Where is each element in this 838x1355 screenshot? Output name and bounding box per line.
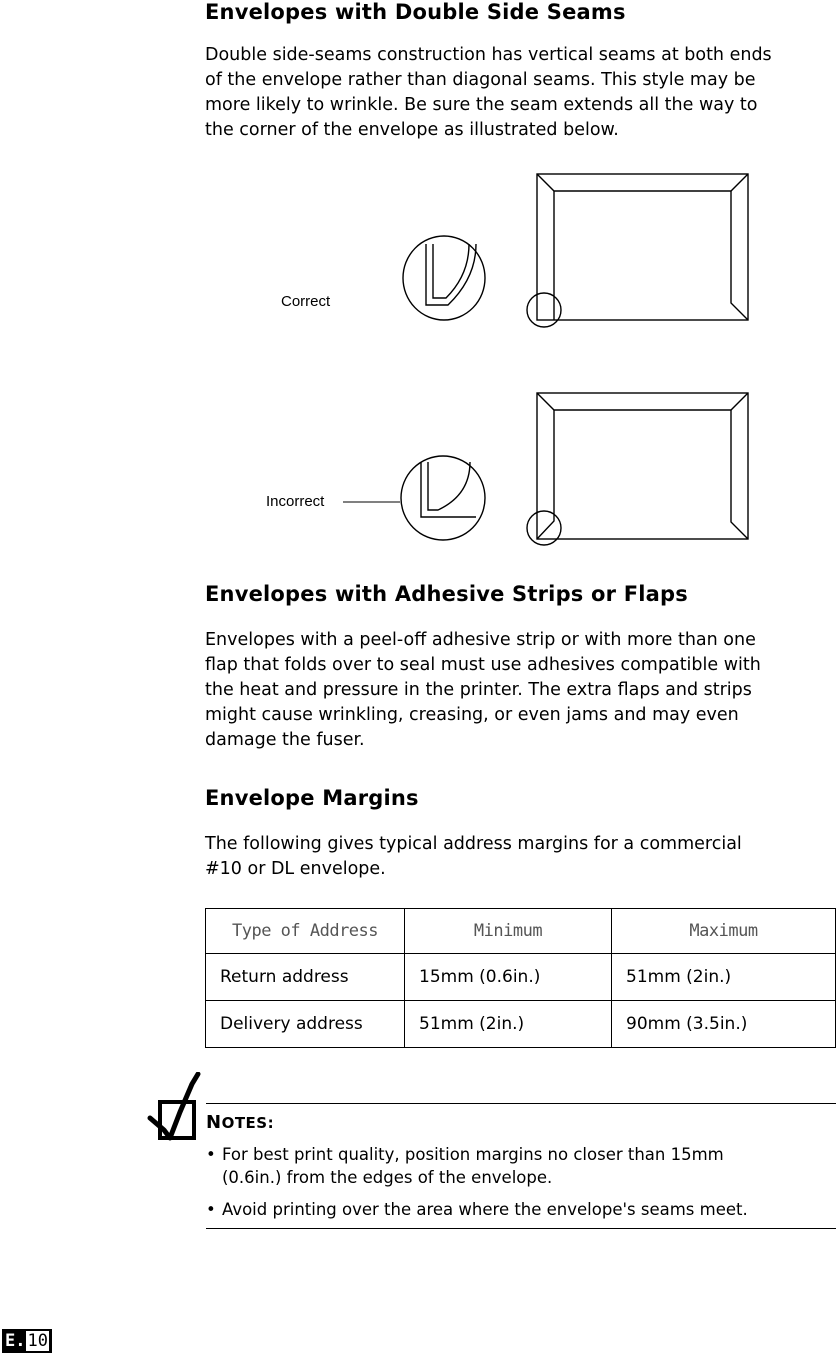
table-header-row: [206, 909, 836, 954]
envelope-seam-figure: [0, 160, 838, 560]
envelope-margins-table: [205, 908, 836, 1048]
notes-title-first: N: [206, 1112, 222, 1133]
paragraph-line: The following gives typical address margins for a commercial: [205, 834, 742, 854]
table-header-type: Type of Address: [206, 909, 405, 954]
notes-title-rest: OTES: [221, 1114, 268, 1132]
note-item: [206, 1143, 724, 1189]
notes-bottom-rule: [206, 1228, 836, 1229]
incorrect-envelope-icon: [527, 393, 748, 545]
paragraph-line: the heat and pressure in the printer. The extra flaps and strips: [205, 680, 752, 700]
incorrect-seam-zoom-icon: [401, 456, 485, 540]
table-cell: 51mm (2in.): [612, 954, 836, 1001]
table-header-maximum: Maximum: [612, 909, 836, 954]
checkmark-icon: [146, 1072, 206, 1144]
table-cell: Delivery address: [206, 1001, 405, 1048]
page-number: 10: [27, 1331, 48, 1351]
paragraph-double-side-seams: [205, 43, 772, 143]
note-text-cont: (0.6in.) from the edges of the envelope.: [222, 1168, 553, 1187]
paragraph-line: Envelopes with a peel-off adhesive strip or with more than one: [205, 630, 756, 650]
heading-adhesive-strips: Envelopes with Adhesive Strips or Flaps: [205, 582, 688, 606]
chapter-label: E.: [5, 1331, 26, 1351]
table-cell: Return address: [206, 954, 405, 1001]
table-cell: 90mm (3.5in.): [612, 1001, 836, 1048]
paragraph-line: more likely to wrinkle. Be sure the seam extends all the way to: [205, 95, 758, 115]
paragraph-line: might cause wrinkling, creasing, or even jams and may even: [205, 705, 739, 725]
paragraph-line: the corner of the envelope as illustrated below.: [205, 120, 619, 140]
figure-label-incorrect: Incorrect: [266, 493, 325, 510]
table-header-minimum: Minimum: [405, 909, 612, 954]
heading-double-side-seams: Envelopes with Double Side Seams: [205, 0, 626, 24]
page-number-badge: [2, 1329, 52, 1353]
notes-title-colon: :: [267, 1114, 275, 1132]
paragraph-line: damage the fuser.: [205, 730, 365, 750]
note-item: [206, 1198, 748, 1221]
correct-seam-zoom-icon: [403, 236, 485, 320]
table-cell: 15mm (0.6in.): [405, 954, 612, 1001]
note-text: For best print quality, position margins no closer than 15mm: [222, 1145, 724, 1164]
notes-title: [206, 1112, 274, 1133]
bullet: •: [206, 1200, 216, 1219]
paragraph-adhesive-strips: [205, 628, 761, 753]
paragraph-envelope-margins: [205, 832, 742, 882]
heading-envelope-margins: Envelope Margins: [205, 786, 419, 810]
paragraph-line: #10 or DL envelope.: [205, 859, 386, 879]
paragraph-line: Double side-seams construction has vertical seams at both ends: [205, 45, 772, 65]
table-cell: 51mm (2in.): [405, 1001, 612, 1048]
paragraph-line: flap that folds over to seal must use adhesives compatible with: [205, 655, 761, 675]
table-row: [206, 954, 836, 1001]
correct-envelope-icon: [527, 174, 748, 327]
note-text: Avoid printing over the area where the envelope's seams meet.: [222, 1200, 748, 1219]
table-row: [206, 1001, 836, 1048]
figure-label-correct: Correct: [281, 293, 331, 310]
bullet: •: [206, 1145, 216, 1164]
paragraph-line: of the envelope rather than diagonal seams. This style may be: [205, 70, 756, 90]
notes-top-rule: [206, 1103, 836, 1104]
